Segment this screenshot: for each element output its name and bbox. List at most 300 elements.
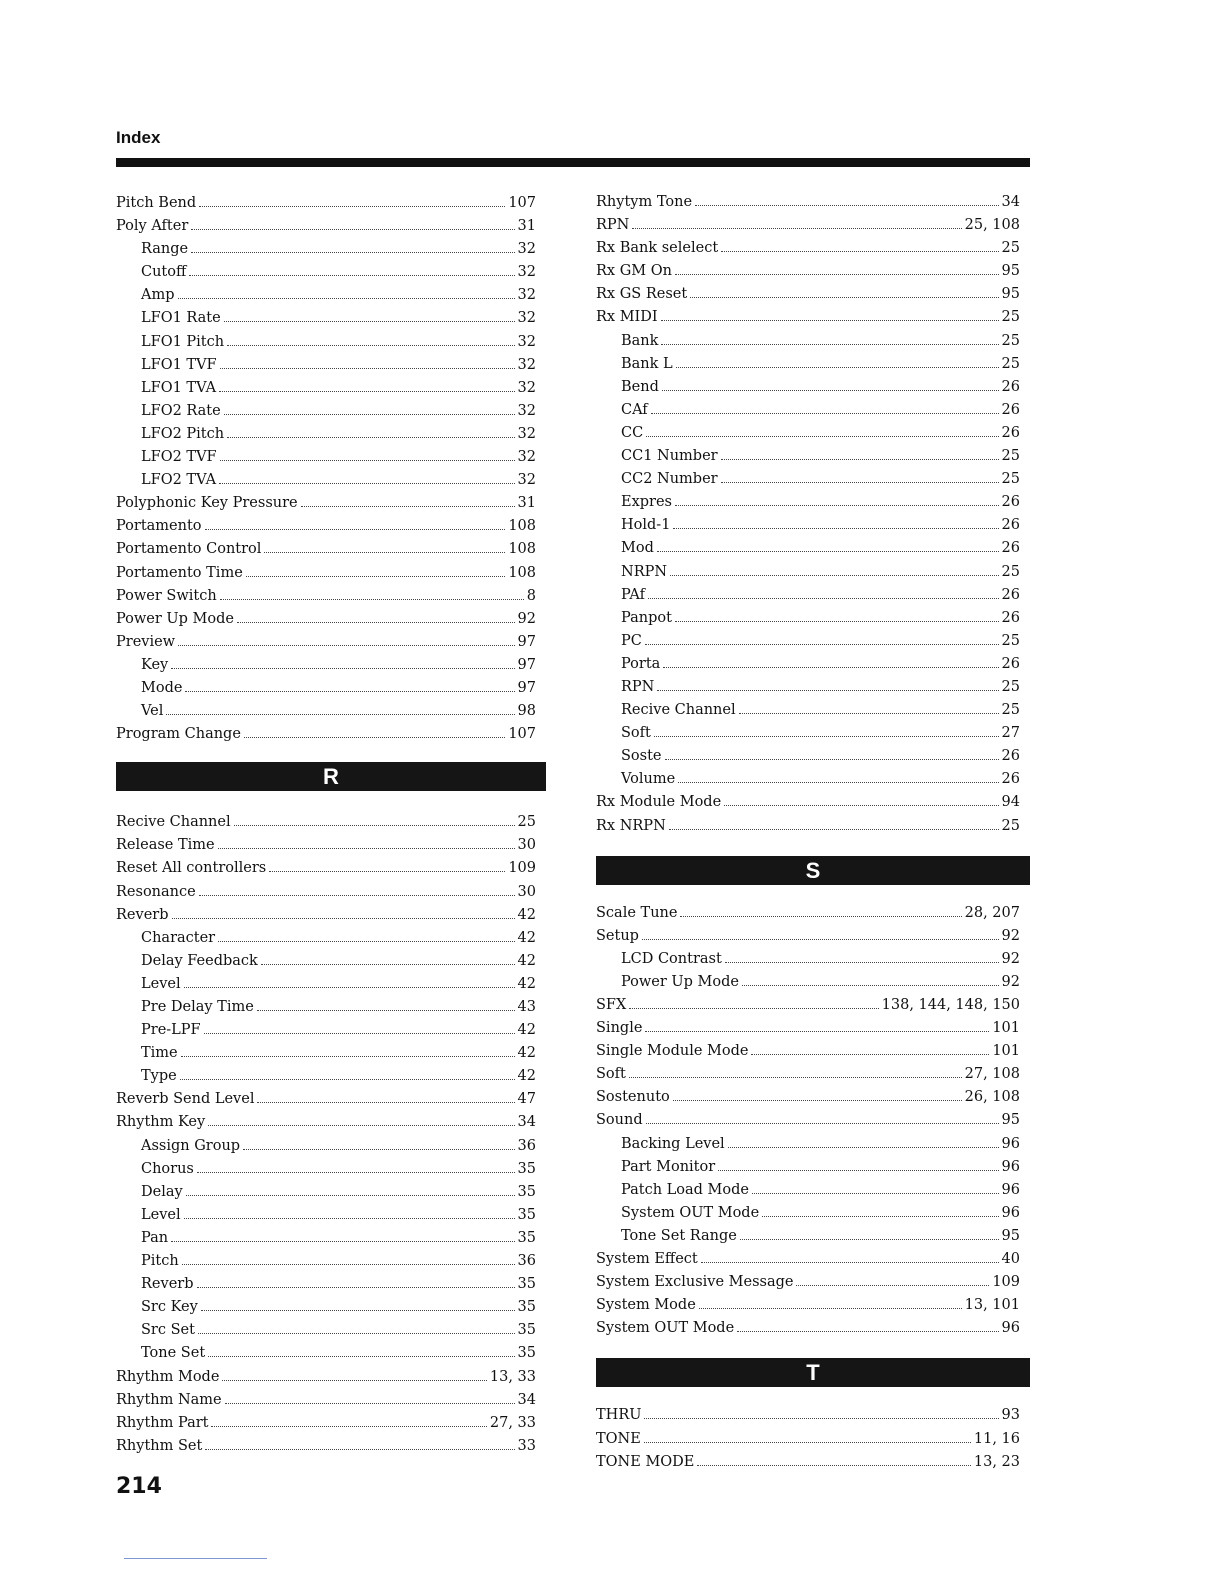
dot-leader	[701, 1250, 999, 1263]
dot-leader	[199, 883, 515, 896]
index-subentry	[116, 238, 536, 261]
index-term: LFO2 TVF	[141, 449, 217, 466]
index-term: Expres	[621, 494, 672, 511]
dot-leader	[211, 1414, 486, 1427]
index-page-ref: 109	[508, 860, 536, 877]
index-subentry	[596, 653, 1020, 676]
index-entry	[596, 214, 1020, 237]
index-term: Rhythm Set	[116, 1437, 203, 1454]
index-subentry	[596, 537, 1020, 560]
dot-leader	[218, 929, 514, 942]
dot-leader	[725, 950, 999, 963]
index-page-ref: 32	[517, 333, 536, 350]
dot-leader	[189, 264, 514, 277]
index-term: Key	[141, 656, 169, 673]
index-page-ref: 35	[517, 1345, 536, 1362]
dot-leader	[642, 927, 999, 940]
dot-leader	[670, 563, 998, 576]
index-page-ref: 31	[517, 495, 536, 512]
index-term: Setup	[596, 927, 639, 944]
index-term: CC	[621, 424, 644, 441]
dot-leader	[224, 310, 515, 323]
dot-leader	[675, 263, 999, 276]
index-page-ref: 26	[1001, 586, 1020, 603]
index-entry	[596, 1040, 1020, 1063]
dot-leader	[739, 701, 999, 714]
dot-leader	[182, 1252, 515, 1265]
index-term: Portamento Time	[116, 564, 243, 581]
index-term: CC1 Number	[621, 448, 718, 465]
dot-leader	[752, 1181, 999, 1194]
index-entry	[116, 811, 536, 834]
index-subentry	[116, 331, 536, 354]
index-page-ref: 42	[517, 929, 536, 946]
index-subentry	[116, 1296, 536, 1319]
index-term: CAf	[621, 401, 648, 418]
index-entry	[116, 562, 536, 585]
dot-leader	[205, 518, 506, 531]
index-page-ref: 138, 144, 148, 150	[881, 997, 1020, 1013]
dot-leader	[166, 702, 514, 715]
index-term: Rx Module Mode	[596, 794, 722, 811]
index-entry	[116, 881, 536, 904]
dot-leader	[697, 1453, 970, 1466]
index-page-ref: 34	[517, 1391, 536, 1408]
index-page-ref: 25	[1001, 632, 1020, 649]
index-term: LCD Contrast	[621, 950, 722, 967]
index-entry	[596, 791, 1020, 814]
index-page-ref: 42	[517, 952, 536, 969]
index-term: Delay Feedback	[141, 952, 258, 969]
index-page-ref: 109	[992, 1274, 1020, 1291]
dot-leader	[218, 837, 515, 850]
index-page-ref: 97	[517, 633, 536, 650]
index-entry	[116, 492, 536, 515]
dot-leader	[665, 748, 999, 761]
dot-leader	[661, 332, 998, 345]
index-page-ref: 107	[508, 195, 536, 211]
index-page-ref: 27, 33	[489, 1414, 536, 1431]
dot-leader	[178, 287, 515, 300]
dot-leader	[644, 1430, 971, 1443]
index-term: Rx NRPN	[596, 817, 666, 834]
dot-leader	[657, 540, 999, 553]
footer-line	[124, 1558, 267, 1559]
index-term: Bank L	[621, 355, 673, 372]
index-entry	[596, 1271, 1020, 1294]
index-page-ref: 94	[1001, 794, 1020, 811]
index-subentry	[596, 330, 1020, 353]
index-entry	[116, 608, 536, 631]
index-subentry	[116, 284, 536, 307]
dot-leader	[219, 379, 515, 392]
index-term: Resonance	[116, 883, 196, 900]
index-subentry	[116, 700, 536, 723]
index-term: Porta	[621, 655, 661, 672]
index-page-ref: 35	[517, 1206, 536, 1223]
dot-leader	[208, 1345, 514, 1358]
index-term: Soft	[621, 725, 651, 742]
index-term: Rhytym Tone	[596, 194, 693, 210]
dot-leader	[669, 817, 999, 830]
dot-leader	[204, 1022, 515, 1035]
index-term: Reverb	[116, 906, 169, 923]
index-subentry	[596, 376, 1020, 399]
page-header-title: Index	[116, 128, 161, 147]
dot-leader	[751, 1043, 989, 1056]
index-term: NRPN	[621, 563, 668, 580]
index-term: Mode	[141, 679, 183, 696]
index-entry	[116, 1088, 536, 1111]
dot-leader	[662, 378, 999, 391]
index-page-ref: 93	[1001, 1407, 1020, 1424]
dot-leader	[718, 1158, 998, 1171]
index-subentry	[116, 654, 536, 677]
index-entry	[596, 1017, 1020, 1040]
index-subentry	[596, 1202, 1020, 1225]
index-page-ref: 25	[1001, 702, 1020, 719]
index-page-ref: 95	[1001, 1112, 1020, 1129]
index-term: Level	[141, 975, 181, 992]
index-page-ref: 36	[517, 1253, 536, 1270]
index-subentry	[596, 584, 1020, 607]
section-header-t: T	[596, 1358, 1030, 1387]
index-page-ref: 42	[517, 1068, 536, 1085]
index-subentry	[116, 261, 536, 284]
index-term: Type	[141, 1068, 177, 1085]
index-page-ref: 35	[517, 1299, 536, 1316]
index-term: Vel	[141, 703, 164, 720]
index-subentry	[596, 971, 1020, 994]
index-page-ref: 97	[517, 656, 536, 673]
index-term: System Mode	[596, 1297, 696, 1314]
dot-leader	[198, 1322, 515, 1335]
index-term: Part Monitor	[621, 1158, 716, 1175]
index-subentry	[116, 1135, 536, 1158]
index-entry	[596, 260, 1020, 283]
index-page-ref: 34	[1001, 194, 1020, 210]
index-page-ref: 108	[508, 541, 536, 558]
index-term: Portamento	[116, 518, 202, 535]
index-page-ref: 96	[1001, 1204, 1020, 1221]
index-page-ref: 101	[992, 1043, 1020, 1060]
index-page-ref: 25	[1001, 817, 1020, 834]
index-entry	[596, 191, 1020, 214]
index-page-ref: 33	[517, 1437, 536, 1454]
index-entry	[116, 631, 536, 654]
index-term: Reverb Send Level	[116, 1091, 255, 1108]
dot-leader	[243, 1137, 514, 1150]
index-page-ref: 25, 108	[964, 217, 1020, 234]
dot-leader	[721, 240, 998, 253]
index-term: Pre Delay Time	[141, 999, 254, 1015]
dot-leader	[181, 1045, 515, 1058]
index-subentry	[116, 423, 536, 446]
dot-leader	[172, 906, 515, 919]
index-page-ref: 98	[517, 703, 536, 720]
dot-leader	[191, 218, 514, 231]
index-term: Tone Set Range	[621, 1227, 737, 1244]
index-term: Rhythm Name	[116, 1391, 222, 1408]
index-term: RPN	[596, 217, 630, 234]
index-subentry	[116, 1273, 536, 1296]
index-page-ref: 25	[1001, 563, 1020, 580]
index-term: Rhythm Mode	[116, 1368, 220, 1385]
dot-leader	[197, 1160, 515, 1173]
dot-leader	[651, 401, 999, 414]
index-term: LFO1 Pitch	[141, 333, 225, 350]
index-page-ref: 30	[517, 883, 536, 900]
index-subentry	[596, 1225, 1020, 1248]
index-page-ref: 35	[517, 1229, 536, 1246]
index-subentry	[596, 1179, 1020, 1202]
index-subentry	[116, 1181, 536, 1204]
index-page-ref: 25	[1001, 678, 1020, 695]
index-subentry	[596, 1133, 1020, 1156]
index-term: Rx Bank selelect	[596, 240, 719, 257]
index-page-ref: 26	[1001, 771, 1020, 788]
index-term: CC2 Number	[621, 471, 718, 488]
dot-leader	[762, 1204, 998, 1217]
index-entry	[596, 925, 1020, 948]
index-page-ref: 26	[1001, 655, 1020, 672]
dot-leader	[632, 217, 961, 230]
index-entry	[596, 1294, 1020, 1317]
index-term: Program Change	[116, 726, 241, 743]
index-page-ref: 28, 207	[964, 904, 1020, 921]
index-page-ref: 32	[517, 310, 536, 327]
dot-leader	[201, 1299, 515, 1312]
index-term: TONE	[596, 1430, 641, 1447]
index-subentry	[596, 445, 1020, 468]
index-term: Sostenuto	[596, 1089, 670, 1106]
index-page-ref: 42	[517, 1022, 536, 1039]
index-page-ref: 32	[517, 241, 536, 258]
dot-leader	[220, 356, 515, 369]
dot-leader	[219, 472, 515, 485]
dot-leader	[678, 771, 998, 784]
dot-leader	[673, 517, 998, 530]
index-term: Pitch	[141, 1253, 179, 1270]
dot-leader	[721, 471, 999, 484]
index-term: Patch Load Mode	[621, 1181, 749, 1198]
index-term: Recive Channel	[621, 702, 736, 719]
index-subentry	[116, 1319, 536, 1342]
index-term: Pan	[141, 1229, 169, 1246]
index-term: PC	[621, 632, 642, 649]
index-page-ref: 108	[508, 518, 536, 535]
dot-leader	[629, 996, 878, 1009]
index-term: Rhythm Part	[116, 1414, 209, 1431]
index-page-ref: 32	[517, 356, 536, 373]
index-subentry	[116, 469, 536, 492]
index-term: Cutoff	[141, 264, 187, 281]
index-page-ref: 92	[1001, 950, 1020, 967]
index-subentry	[596, 948, 1020, 971]
index-page-ref: 26	[1001, 401, 1020, 418]
dot-leader	[227, 425, 514, 438]
index-entry	[116, 215, 536, 238]
index-term: LFO1 Rate	[141, 310, 221, 327]
index-subentry	[596, 768, 1020, 791]
section-header-s: S	[596, 856, 1030, 885]
index-term: PAf	[621, 586, 646, 603]
dot-leader	[721, 447, 999, 460]
dot-leader	[796, 1274, 989, 1287]
index-page-ref: 92	[1001, 973, 1020, 990]
index-page-ref: 95	[1001, 263, 1020, 280]
index-subentry	[116, 677, 536, 700]
index-page-ref: 42	[517, 906, 536, 923]
dot-leader	[185, 679, 514, 692]
index-term: Power Up Mode	[621, 973, 739, 990]
dot-leader	[699, 1297, 962, 1310]
index-page-ref: 35	[517, 1276, 536, 1293]
index-page-ref: 25	[1001, 240, 1020, 257]
index-term: Tone Set	[141, 1345, 206, 1362]
index-entry	[596, 1428, 1020, 1451]
dot-leader	[301, 495, 515, 508]
index-page-ref: 26	[1001, 424, 1020, 441]
index-term: Character	[141, 929, 216, 946]
index-page-ref: 34	[517, 1114, 536, 1131]
index-subentry	[116, 354, 536, 377]
dot-leader	[237, 610, 515, 623]
index-entry	[116, 192, 536, 215]
dot-leader	[648, 586, 999, 599]
dot-leader	[646, 424, 998, 437]
index-term: LFO1 TVA	[141, 379, 217, 396]
index-term: Level	[141, 1206, 181, 1223]
index-page-ref: 31	[517, 218, 536, 235]
index-entry	[596, 902, 1020, 925]
index-entry	[596, 1086, 1020, 1109]
index-subentry	[116, 1019, 536, 1042]
index-page-ref: 92	[517, 610, 536, 627]
index-term: System Effect	[596, 1251, 698, 1268]
dot-leader	[264, 541, 505, 554]
index-entry	[116, 1435, 536, 1458]
index-page-ref: 11, 16	[973, 1430, 1020, 1447]
index-term: Release Time	[116, 837, 215, 854]
index-page-ref: 96	[1001, 1135, 1020, 1152]
dot-leader	[180, 1068, 515, 1081]
index-term: Src Set	[141, 1322, 195, 1339]
dot-leader	[184, 1206, 515, 1219]
index-page-ref: 95	[1001, 286, 1020, 303]
index-subentry	[116, 1042, 536, 1065]
index-subentry	[596, 561, 1020, 584]
index-page-ref: 96	[1001, 1158, 1020, 1175]
dot-leader	[269, 860, 505, 873]
index-page-ref: 35	[517, 1160, 536, 1177]
index-entry	[116, 538, 536, 561]
index-subentry	[596, 1156, 1020, 1179]
dot-leader	[663, 655, 998, 668]
dot-leader	[724, 794, 998, 807]
index-term: Delay	[141, 1183, 183, 1200]
index-subentry	[596, 745, 1020, 768]
index-term: SFX	[596, 997, 627, 1013]
index-page-ref: 26	[1001, 748, 1020, 765]
index-page-ref: 13, 101	[964, 1297, 1020, 1314]
index-term: Chorus	[141, 1160, 194, 1177]
index-term: Assign Group	[141, 1137, 241, 1154]
dot-leader	[673, 1089, 962, 1102]
index-page-ref: 96	[1001, 1181, 1020, 1198]
dot-leader	[197, 1276, 515, 1289]
index-subentry	[596, 699, 1020, 722]
index-term: Range	[141, 241, 189, 258]
index-page-ref: 42	[517, 975, 536, 992]
index-term: Portamento Control	[116, 541, 262, 558]
dot-leader	[171, 1229, 514, 1242]
index-term: Time	[141, 1045, 178, 1062]
index-page-ref: 25	[1001, 309, 1020, 326]
header-rule	[116, 158, 1030, 167]
dot-leader	[728, 1135, 999, 1148]
dot-leader	[178, 633, 514, 646]
index-subentry	[116, 973, 536, 996]
index-term: Rx MIDI	[596, 309, 658, 326]
dot-leader	[690, 286, 998, 299]
index-term: THRU	[596, 1407, 642, 1424]
index-column-left	[116, 192, 536, 1458]
index-subentry	[116, 1065, 536, 1088]
dot-leader	[629, 1066, 962, 1079]
index-page-ref: 35	[517, 1183, 536, 1200]
index-page-ref: 97	[517, 679, 536, 696]
index-page-ref: 13, 33	[489, 1368, 536, 1385]
dot-leader	[654, 725, 999, 738]
index-term: RPN	[621, 678, 655, 695]
dot-leader	[675, 609, 999, 622]
index-page-ref: 43	[517, 999, 536, 1015]
index-entry	[116, 1111, 536, 1134]
index-subentry	[116, 996, 536, 1019]
index-page-ref: 95	[1001, 1227, 1020, 1244]
dot-leader	[186, 1183, 515, 1196]
index-page-ref: 26	[1001, 540, 1020, 557]
index-entry	[596, 237, 1020, 260]
index-page-ref: 107	[508, 726, 536, 743]
index-term: Mod	[621, 540, 654, 557]
index-term: Polyphonic Key Pressure	[116, 495, 298, 512]
index-term: Bend	[621, 378, 659, 395]
index-term: TONE MODE	[596, 1453, 695, 1470]
index-term: Single	[596, 1020, 643, 1037]
index-term: Hold-1	[621, 517, 671, 534]
dot-leader	[645, 1020, 989, 1033]
index-page-ref: 96	[1001, 1320, 1020, 1337]
dot-leader	[225, 1391, 515, 1404]
index-entry	[596, 1317, 1020, 1340]
dot-leader	[645, 632, 999, 645]
index-page-ref: 27	[1001, 725, 1020, 742]
index-subentry	[116, 1158, 536, 1181]
index-page-ref: 26, 108	[964, 1089, 1020, 1106]
index-subentry	[116, 1227, 536, 1250]
index-page-ref: 47	[517, 1091, 536, 1108]
dot-leader	[227, 333, 514, 346]
index-term: Amp	[141, 287, 175, 304]
index-term: Panpot	[621, 609, 672, 626]
index-entry	[116, 1412, 536, 1435]
dot-leader	[208, 1114, 514, 1127]
index-term: Scale Tune	[596, 904, 678, 921]
index-entry	[596, 1248, 1020, 1271]
index-page-ref: 32	[517, 287, 536, 304]
